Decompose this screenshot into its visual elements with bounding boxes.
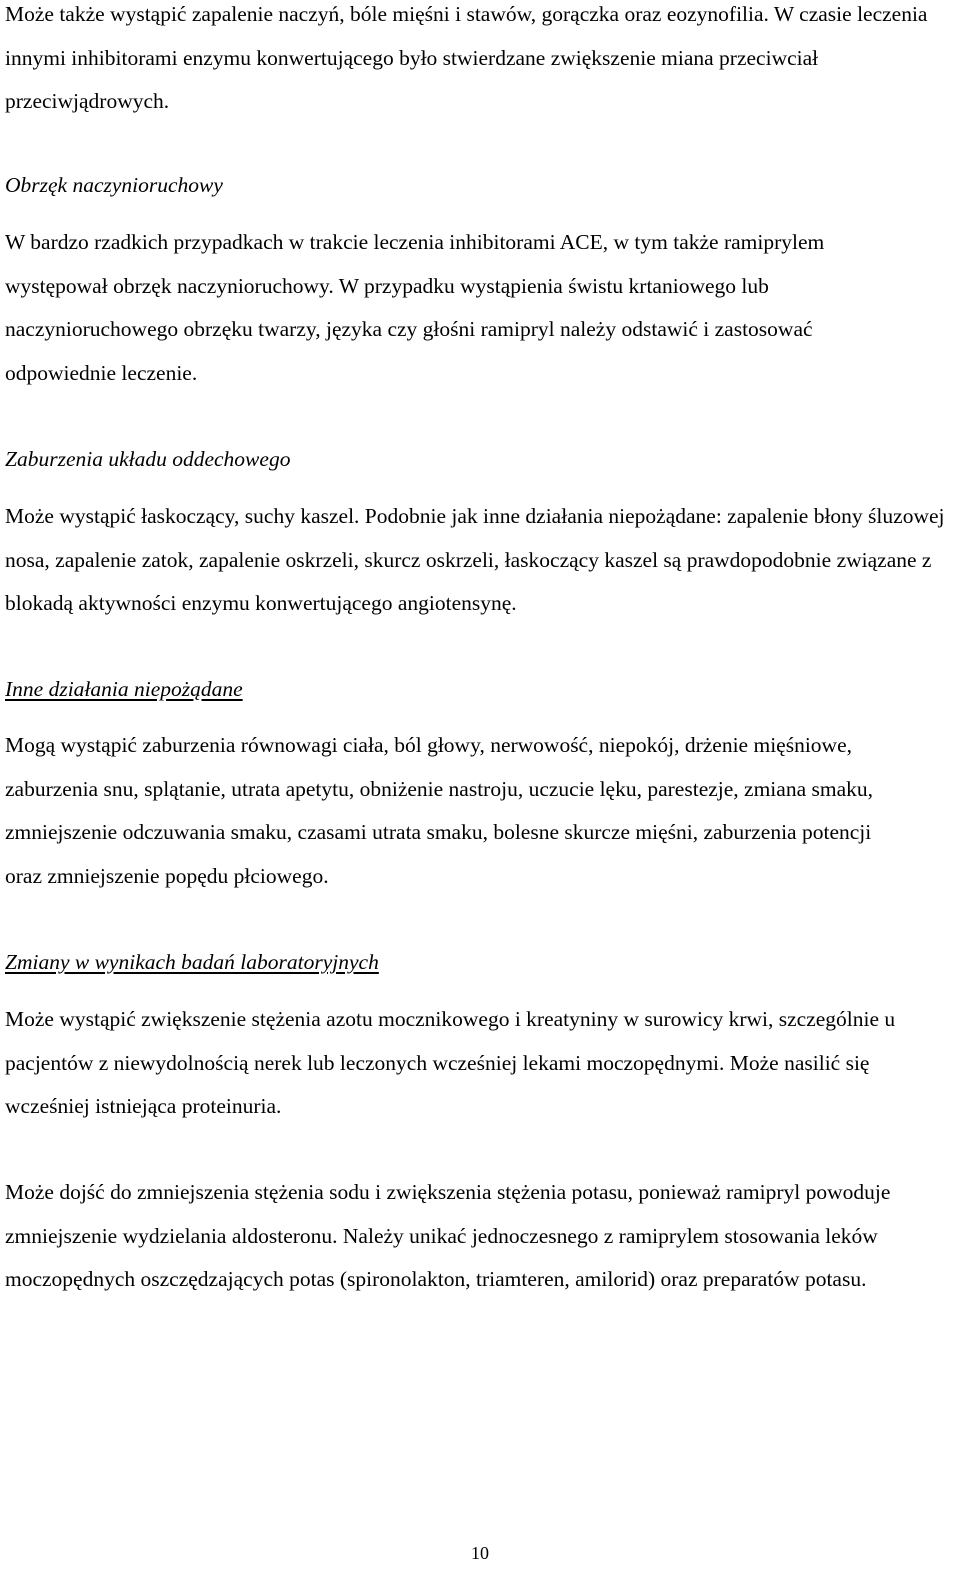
para-inne: Mogą wystąpić zaburzenia równowagi ciała, ból głowy, nerwowość, niepokój, drżenie mięśniowe, zaburzenia snu, splątanie, utrata apetytu, obniżenie nastroju, uczucie lęku, parestezje, zmiana smaku, zmniejszenie odczuwania smaku, czasami utrata smaku, bolesne skurcze mięśni, zaburzenia potencji oraz zmniejszenie popędu płciowego. [5, 733, 873, 888]
heading-laboratoryjne: Zmiany w wynikach badań laboratoryjnych [5, 950, 379, 974]
para-oddechowy: Może wystąpić łaskoczący, suchy kaszel. Podobnie jak inne działania niepożądane: zapalenie błony śluzowej nosa, zapalenie zatok, zapalenie oskrzeli, skurcz oskrzeli, łaskoczący kaszel są prawdopodobnie związane z blokadą aktywności enzymu konwertującego angiotensynę. [5, 504, 945, 615]
heading-inne: Inne działania niepożądane [5, 677, 243, 701]
para-laboratoryjne: Może wystąpić zwiększenie stężenia azotu mocznikowego i kreatyniny w surowicy krwi, szczególnie u pacjentów z niewydolnością nerek lub leczonych wcześniej lekami moczopędnymi. Może nasilić się wcześniej istniejąca proteinuria. [5, 1007, 896, 1118]
para-sod-potas: Może dojść do zmniejszenia stężenia sodu i zwiększenia stężenia potasu, ponieważ ramipryl powoduje zmniejszenie wydzielania aldosteronu. Należy unikać jednoczesnego z ramiprylem stosowania leków moczopędnych oszczędzających potas (spironolakton, triamteren, amilorid) oraz preparatów potasu. [5, 1180, 891, 1291]
para-obrzek: W bardzo rzadkich przypadkach w trakcie leczenia inhibitorami ACE, w tym także ramiprylem występował obrzęk naczynioruchowy. W przypadku wystąpienia świstu krtaniowego lub naczynioruchowego obrzęku twarzy, języka czy głośni ramipryl należy odstawić i zastosować odpowiednie leczenie. [5, 230, 825, 385]
heading-oddechowy: Zaburzenia układu oddechowego [5, 447, 291, 471]
heading-obrzek: Obrzęk naczynioruchowy [5, 173, 223, 197]
page-number: 10 [471, 1543, 489, 1563]
para-intro: Może także wystąpić zapalenie naczyń, bóle mięśni i stawów, gorączka oraz eozynofilia. W czasie leczenia innymi inhibitorami enzymu konwertującego było stwierdzane zwiększenie miana przeciwciał przeciwjądrowych. [5, 2, 928, 113]
